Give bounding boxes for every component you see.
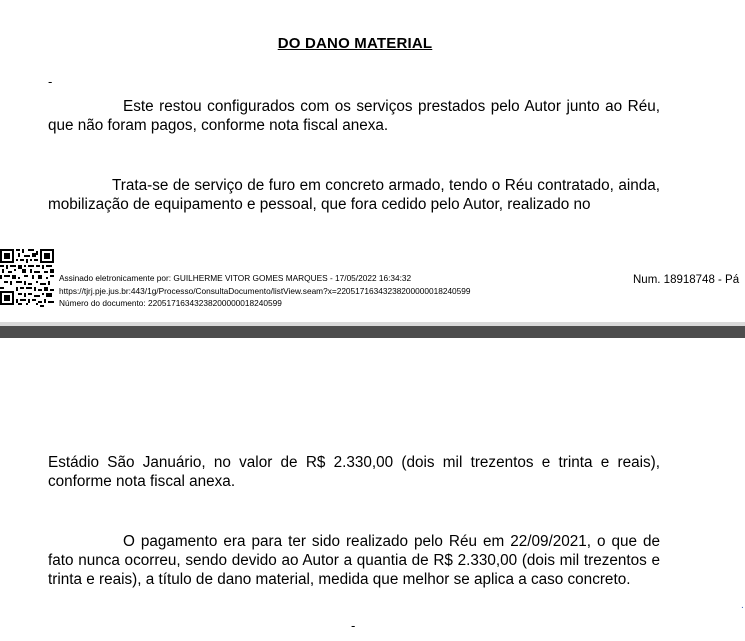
paragraph-stadium-value: Estádio São Januário, no valor de R$ 2.330,00 (dois mil trezentos e trinta e reais), conforme nota fiscal anexa. [48,454,660,490]
signature-block [59,272,471,310]
section-title: DO DANO MATERIAL [277,35,433,52]
document-number: Número do documento: 22051716343238200000018240599 [59,298,282,308]
page-break-divider [0,326,745,338]
side-dot-marker: . [741,600,744,611]
paragraph-drilling-service: Trata-se de serviço de furo em concreto armado, tendo o Réu contratado, ainda, mobilização de equipamento e pessoal, que fora cedido pelo Autor, realizado no [48,177,660,213]
dash-marker: - [48,74,53,89]
page-number-label: Num. 18918748 - Pá [633,274,740,286]
signed-by-line: Assinado eletronicamente por: GUILHERME VITOR GOMES MARQUES - 17/05/2022 16:34:32 [59,273,412,283]
qr-code-icon [0,247,54,307]
document-page-2 [0,338,745,641]
paragraph-services: Este restou configurados com os serviços prestados pelo Autor junto ao Réu, que não foram pagos, conforme nota fiscal anexa. [48,98,660,134]
document-url[interactable]: https://tjrj.pje.jus.br:443/1g/Processo/ConsultaDocumento/listView.seam?x=22051716343238200000018240599 [59,285,471,296]
signature-footer [0,247,745,309]
bottom-dash-marker: - [351,618,356,633]
paragraph-payment: O pagamento era para ter sido realizado pelo Réu em 22/09/2021, o que de fato nunca ocorreu, sendo devido ao Autor a quantia de R$ 2.330,00 (dois mil trezentos e trinta e reais), a título de dano material, medida que melhor se aplica a caso concreto. [48,533,660,588]
